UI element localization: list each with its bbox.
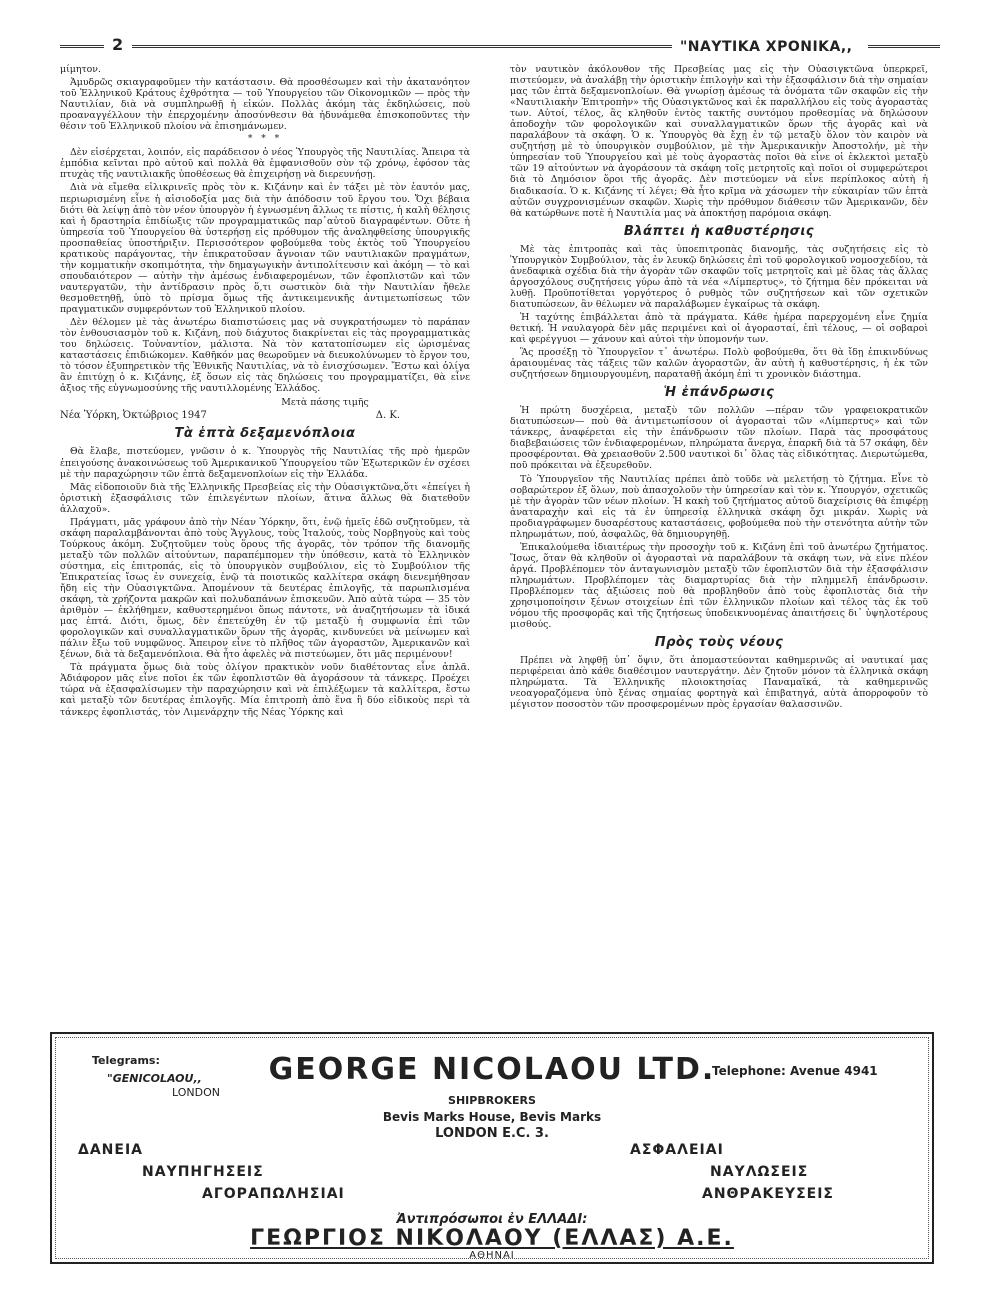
author-initials: Δ. Κ.: [375, 410, 400, 422]
article-heading: Τὰ ἑπτὰ δεξαμενόπλοια: [174, 426, 356, 442]
left-column: [60, 64, 470, 720]
section-heading: Βλάπτει ἡ καθυστέρησις: [623, 223, 815, 239]
paragraph: Δὲν εἰσέρχεται, λοιπόν, εἰς παράδεισον ὁ νέος Ὑπουργὸς τῆς Ναυτιλίας. Ἄπειρα τὰ ἐμπόδια κεῖνται πρὸ αὐτοῦ καὶ πολλὰ θὰ ἐμφανισθοῦν σὺν τῷ χρόνῳ, ἐφόσον τὰς πτυχὰς τῆς ναυτιλιακῆς ὑποθέσεως θὰ ἐπιχειρήσῃ νὰ διερευνήσῃ.: [60, 147, 470, 181]
telephone: Telephone: Avenue 4941: [712, 1064, 878, 1078]
paragraph: Διὰ νὰ εἴμεθα εἰλικρινεῖς πρὸς τὸν κ. Κιζάνην καὶ ἐν τάξει μὲ τὸν ἑαυτόν μας, περιωρισμένη εἶνε ἡ αἰσιοδοξία μας διὰ τὴν ἀπόδοσιν τοῦ ἔργου του. Ὄχι βέβαια διότι θὰ λείψῃ ἀπὸ τὸν νέον ὑπουργὸν ἡ ἐγνωσμένη ἄλλως τε πίστις, ἡ καλὴ θέλησις καὶ ἡ δραστηρία ἐπιδίωξις τῶν προγραμματικῶς παρ᾽αὐτοῦ διαγραφέντων. Οὔτε ἡ ὑπηρεσία τοῦ Ὑπουργείου θὰ ὑστερήσῃ εἰς πρόθυμον τῆς ἀναληφθείσης ὑπουργικῆς προσπαθείας ὑποστήριξιν. Περισσότερον φοβούμεθα τοὺς ἐκτὸς τοῦ Ὑπουργείου κρατικοὺς παράγοντας, τὴν ἐπικρατοῦσαν ἄγνοιαν τῶν ναυτιλιακῶν πραγμάτων, τὴν κομματικὴν σκοπιμότητα, τὴν δημαγωγικὴν ἀντιπολίτευσιν καὶ ἀκόμη — τὸ καὶ σπουδαιότερον — αὐτὴν τὴν ἀμέσως ἐνδιαφερομένων, τῶν ἐφοπλιστῶν καὶ τῶν ναυτεργατῶν, τὴν ἀντίδρασιν πρὸς ὅ,τι σωστικὸν διὰ τὴν Ναυτιλίαν ἤθελε θεσμοθετηθῇ, ὑπὸ τὸ πρίσμα ὅμως τῆς ἀντικειμενικῆς ἀντιμετωπίσεως τῶν πραγματικῶν συμφερόντων τοῦ Ἑλληνικοῦ πλοίου.: [60, 182, 470, 315]
paragraph: Πρέπει νὰ ληφθῇ ὑπ᾽ ὄψιν, ὅτι ἀπομαστεύονται καθημερινῶς αἱ ναυτικαί μας περιφέρειαι ἀπὸ κάθε διαθέσιμον ναυτεργάτην. Δὲν ζητοῦν μόνον τὰ ἑλληνικὰ σκάφη πληρώματα. Τὰ Ἑλληνικῆς πλοιοκτησίας Παναμαϊκά, τὰ καθημερινῶς νεοαγοραζόμενα ὑπὸ ξένας σημαίας φορτηγὰ καὶ ἐπιβατηγά, αὐτὰ ἀπορροφοῦν τὸ μέγιστον ποσοστὸν τῶν προσφερομένων πρὸς ἐργασίαν θαλασσινῶν.: [510, 655, 928, 711]
company-address: Bevis Marks House, Bevis Marks: [382, 1110, 602, 1124]
page-number: 2: [112, 35, 124, 54]
service-left: ΝΑΥΠΗΓΗΣΕΙΣ: [142, 1164, 264, 1180]
service-right: ΑΣΦΑΛΕΙΑΙ: [630, 1142, 724, 1158]
paragraph: Δὲν θέλομεν μὲ τὰς ἀνωτέρω διαπιστώσεις μας νὰ συγκρατήσωμεν τὸ παράπαν τὸν ἐνθουσιασμὸν τοῦ κ. Κιζάνη, ποὺ διάχυτος διακρίνεται εἰς τὰς προγραμματικὰς του δηλώσεις. Τοὐναντίον, μάλιστα. Νὰ τὸν κατατοπίσωμεν εἰς ὡρισμένας καταστάσεις ἐπιδιώκομεν. Καθῆκόν μας θεωροῦμεν νὰ διευκολύνωμεν τὸ ἔργον του, τὸ τόσον ἐξυπηρετικὸν τῆς Ἐθνικῆς Ναυτιλίας, νὰ τὸ ἐνισχύσωμεν. Ἔστω καὶ ὀλίγα ἂν ἐπιτύχῃ ὁ κ. Κιζάνης, ἐξ ὅσων εἰς τὰς δηλώσεις του προγραμματίζει, θὰ εἶνε ἀξιος τῆς εὐγνωμοσύνης τῆς ναυτιλλομένης Ἑλλάδος.: [60, 317, 470, 395]
letter-signature: [60, 410, 470, 421]
service-left: ΔΑΝΕΙΑ: [78, 1142, 143, 1158]
company-city: LONDON E.C. 3.: [435, 1126, 549, 1141]
letter-closing: Μετὰ πάσης τιμῆς: [281, 397, 369, 409]
paragraph: Μὲ τὰς ἐπιτροπὰς καὶ τὰς ὑποεπιτροπὰς διανομῆς, τὰς συζητήσεις εἰς τὸ Ὑπουργικὸν Συμβούλιον, τὰς ἐν λευκῷ δηλώσεις ἐπὶ τοῦ φορολογικοῦ νομοσχεδίου, τὰ ἀνεδαφικὰ σχέδια διὰ τὴν ἀγορὰν τῶν σκαφῶν τοῖς μετρητοῖς καὶ μὲ ὅλας τὰς ἄλλας ἀργοσχόλους συζητήσεις γύρω ἀπὸ τὰ νέα «Λίμπερτυς», τὸ ζήτημα δὲν πρόκειται νὰ λυθῇ. Προϋποτίθεται γοργότερος ὁ ρυθμὸς τῶν συζητήσεων καὶ τῶν σχετικῶν διατυπώσεων, ἂν θέλωμεν νὰ παραλάβωμεν ἐγκαίρως τὰ σκάφη.: [510, 243, 928, 310]
paragraph: Ἐπικαλούμεθα ἰδιαιτέρως τὴν προσοχὴν τοῦ κ. Κιζάνη ἐπὶ τοῦ ἀνωτέρω ζητήματος. Ἴσως, ὅταν θὰ κληθοῦν οἱ ἀγορασταὶ νὰ παραλάβουν τὰ σκάφη των, νὰ εἶνε πλέον ἀργά. Προβλέπομεν τὸν ἀνταγωνισμὸν μεταξὺ τῶν ἐφοπλιστῶν διὰ τὴν ἐξασφάλισιν πληρωμάτων. Προβλέπομεν τὰς διαμαρτυρίας διὰ τὴν πλημμελῆ ἐπάνδρωσιν. Προβλέπομεν τὰς ἀξιώσεις ποὺ θὰ προβληθοῦν ἀπὸ τοὺς ἐφοπλιστὰς διὰ τὴν χρησιμοποίησιν ξένων στοιχείων ἐπὶ τῶν ἑλληνικῶν πλοίων καὶ τέλος τὰς ἐκ τοῦ νόμου τῆς προσφορᾶς καὶ τῆς ζητήσεως ὑποδεικνυομένας ἀπαιτήσεις δι᾽ ὑψηλοτέρους μισθούς.: [510, 541, 928, 631]
section-divider: * * *: [247, 134, 283, 145]
right-column: [510, 64, 928, 712]
header-rule-left: [60, 45, 104, 48]
telegrams-label: Telegrams:: [92, 1054, 160, 1067]
service-left: ΑΓΟΡΑΠΩΛΗΣΙΑΙ: [202, 1186, 345, 1202]
greek-company-name: ΓΕΩΡΓΙΟΣ ΝΙΚΟΛΑΟΥ (ΕΛΛΑΣ) Α.Ε.: [250, 1226, 734, 1251]
telegrams-code: "GENICOLAOU,,: [107, 1072, 202, 1085]
paragraph: Θὰ ἔλαβε, πιστεύομεν, γνῶσιν ὁ κ. Ὑπουργὸς τῆς Ναυτιλίας τῆς πρὸ ἡμερῶν ἐπειγούσης ἀνακοινώσεως τοῦ Ἀμερικανικοῦ Ὑπουργείου τῶν Ἐξωτερικῶν ἐν σχέσει μὲ τὴν παραχώρησιν τῶν ἑπτὰ δεξαμενοπλοίων εἰς τὴν Ἑλλάδα.: [60, 446, 470, 480]
section-heading: Ἡ ἐπάνδρωσις: [663, 385, 775, 401]
telegrams-city: LONDON: [172, 1086, 220, 1099]
paper-title: "ΝΑΥΤΙΚΑ ΧΡΟΝΙΚΑ,,: [680, 39, 853, 55]
representatives-label: Ἀντιπρόσωποι ἐν ΕΛΛΑΔΙ:: [396, 1212, 588, 1227]
paragraph: Μᾶς εἰδοποιοῦν διὰ τῆς Ἑλληνικῆς Πρεσβείας εἰς τὴν Οὐασιγκτῶνα,ὅτι «ἐπείγει ἡ ὁριστικὴ ἐξασφάλισις τῶν ἐπιλεγέντων πλοίων, ἅτινα ἄλλως θὰ διατεθοῦν ἀλλαχοῦ».: [60, 481, 470, 515]
paragraph: Ἡ ταχύτης ἐπιβάλλεται ἀπὸ τὰ πράγματα. Κάθε ἡμέρα παρερχομένη εἶνε ζημία θετική. Ἡ ναυλαγορὰ δὲν μᾶς περιμένει καὶ οἱ ἀγορασταί, ἐπὶ τέλους, — οἱ σοβαροὶ καὶ φερέγγυοι — χάνουν καὶ αὐτοὶ τὴν ὑπομονήν των.: [510, 311, 928, 346]
paragraph: Ἡ πρώτη δυσχέρεια, μεταξὺ τῶν πολλῶν —πέραν τῶν γραφειοκρατικῶν διατυπώσεων— ποὺ θὰ ἀντιμετωπίσουν οἱ ἀγορασταὶ τῶν «Λίμπερτυς» καὶ τῶν τάνκερς, ἀναφέρεται εἰς τὴν ἐπάνδρωσιν τῶν πλοίων. Παρὰ τὰς προσφάτους διαβεβαιώσεις τῶν ἐνδιαφερομένων, πληρώματα ἄνεργα, ἐπαρκῆ διὰ τὰ 57 σκάφη, δὲν προσφέρονται. Θὰ χρειασθοῦν 2.500 ναυτικοὶ δι᾽ ὅλας τὰς εἰδικότητας. Διερωτώμεθα, ποῦ πρόκειται νὰ ἐξευρεθοῦν.: [510, 405, 928, 472]
service-right: ΝΑΥΛΩΣΕΙΣ: [710, 1164, 809, 1180]
header-rule-right: [868, 45, 940, 48]
paragraph: Τὸ Ὑπουργεῖον τῆς Ναυτιλίας πρέπει ἀπὸ τοῦδε νὰ μελετήσῃ τὸ ζήτημα. Εἶνε τὸ σοβαρώτερον ἐξ ὅλων, ποὺ ἀπασχολοῦν τὴν ὑπηρεσίαν καὶ τὸν κ. Ὑπουργόν, σχετικῶς μὲ τὴν ἀγορὰν τῶν νέων πλοίων. Ἡ κακὴ τοῦ ζητήματος αὐτοῦ διαχείρισις θὰ ἐπιφέρῃ ἀναταραχὴν καὶ εἰς τὰ ἐν ὑπηρεσίᾳ ἑλληνικὰ σκάφη ὄχι μικράν. Χωρὶς νὰ προδιαγράφωμεν δυσαρέστους καταστάσεις, φοβούμεθα ποὺ τὴν στενότητα αὐτὴν τῶν πληρωμάτων, πού, ἀσφαλῶς, θὰ δημιουργηθῇ.: [510, 473, 928, 540]
place-date: Νέα Ὑόρκη, Ὀκτώβριος 1947: [60, 410, 207, 422]
paragraph: Πράγματι, μᾶς γράφουν ἀπὸ τὴν Νέαν Ὑόρκην, ὅτι, ἐνῷ ἡμεῖς ἐδῶ συζητοῦμεν, τὰ σκάφη παραλαμβάνονται ἀπὸ τοὺς Ἄγγλους, τοὺς Ἰταλούς, τοὺς Νορβηγοὺς καὶ τοὺς Τούρκους ἀκόμη. Συζητοῦμεν τοὺς ὅρους τῆς ἀγορᾶς, τὸν τρόπον τῆς διανομῆς μεταξὺ τῶν πολλῶν αἰτούντων, παραπέμπομεν τὴν ὑπόθεσιν, κατὰ τὸ Ἑλληνικὸν σύστημα, εἰς ἐπιτροπάς, εἰς τὸ ὑπουργικὸν συμβούλιον, εἰς τὸ Συμβούλιον τῆς Ἐπικρατείας ἴσως ἐν συνεχείᾳ, ἐνῷ τὰ ποιοτικῶς καλλίτερα σκάφη διενεμήθησαν ἤδη εἰς τὴν Οὐασιγκτῶνα. Ἀπομένουν τὰ δευτέρας ἐπιλογῆς, τὰ παρωπλισμένα σκάφη, τὰ χρήζοντα μακρῶν καὶ πολυδαπάνων ἐπισκευῶν. Ἀπὸ αὐτὰ τώρα — 35 τὸν ἀριθμὸν — ἐκλήθημεν, καθυστερημένοι ὅπως πάντοτε, νὰ ἀναζητήσωμεν τὰ ἰδικά μας ἑπτά. Διότι, ὅμως, δὲν ἐπετεύχθη ἐν τῷ μεταξὺ ἡ συμφωνία ἐπὶ τῶν φορολογικῶν καὶ συναλλαγματικῶν ὅρων τῆς ἀγορᾶς, κινδυνεύει νὰ μείνωμεν καὶ πάλιν ἔξω τοῦ νυμφῶνος. Ἄπειρον εἶνε τὸ πλῆθος τῶν ἀγοραστῶν, Ἀμερικανῶν καὶ ξένων, διὰ τὰ δεξαμενόπλοια. Θὰ ἦτο ἀφελὲς νὰ πιστεύωμεν, ὅτι μᾶς περιμένουν!: [60, 516, 470, 661]
greek-company-city: ΑΘΗΝΑΙ: [469, 1250, 515, 1261]
company-type: SHIPBROKERS: [448, 1094, 536, 1107]
company-name: GEORGE NICOLAOU LTD.: [268, 1052, 716, 1087]
paragraph: τὸν ναυτικὸν ἀκόλουθον τῆς Πρεσβείας μας εἰς τὴν Οὐασιγκτῶνα ὑπερκρεῖ, πιστεύομεν, νὰ ἀναλάβῃ τὴν ὁριστικὴν ἐπιλογὴν καὶ τὴν ἐξασφάλισιν διὰ τὴν σημαίαν μας τῶν ἑπτὰ δεξαμενοπλοίων. Θὰ γνωρίσῃ ἀμέσως τὰ ὀνόματα τῶν σκαφῶν εἰς τὴν «Ναυτιλιακὴν Ἐπιτροπὴν» τῆς Οὐασιγκτῶνος καὶ ἐκ παραλλήλου εἰς τοὺς ἀγοραστὰς των. Αὐτοί, τέλος, ἂς κληθοῦν ἐντὸς τακτῆς συντόμου προθεσμίας νὰ δηλώσουν ἀποδοχὴν τῶν φορολογικῶν καὶ συναλλαγματικῶν ὅρων τῆς ἀγορᾶς καὶ νὰ παραλάβουν τὰ σκάφη. Ὁ κ. Ὑπουργὸς θὰ ἔχῃ ἐν τῷ μεταξὺ ὅλον τὸν καιρὸν νὰ συζητήσῃ μὲ τὸ ὑπουργικὸν συμβούλιον, μὲ τὴν Ἀμερικανικὴν Ἀποστολήν, μὲ τὴν ὑπηρεσίαν τοῦ Ὑπουργείου καὶ μὲ τοὺς ἀγοραστὰς ποῖοι θὰ εἶνε οἱ ἐκλεκτοὶ μεταξὺ τῶν 19 αἰτούντων νὰ ἀγοράσουν τὰ σκάφη τοῖς μετρητοῖς καὶ ποῖοι οἱ συμφερώτεροι διὰ τὸ Δημόσιον ὅροι τῆς ἀγορᾶς. Δὲν πιστεύομεν νὰ εἶνε περίπλοκος αὐτὴ ἡ διαδικασία. Ὁ κ. Κιζάνης τί λέγει; Θὰ ἦτο κρῖμα νὰ χάσωμεν τὴν εὐκαιρίαν τῶν ἑπτὰ αὐτῶν συγχρονισμένων σκαφῶν. Χωρὶς τὴν πρόθυμον διάθεσιν τῶν Ἀμερικανῶν, δὲν θὰ κατώρθωνε ποτὲ ἡ Ναυτιλία μας νὰ ἀποκτήσῃ παρόμοια σκάφη.: [510, 64, 928, 219]
page-header: [60, 35, 940, 61]
header-rule-middle: [132, 45, 672, 48]
paragraph: Ἀμυδρῶς σκιαγραφοῦμεν τὴν κατάστασιν. Θὰ προσθέσωμεν καὶ τὴν ἀκατανόητον τοῦ Ἑλληνικοῦ Κράτους ἐχθρότητα — τοῦ Ὑπουργείου τῶν Οἰκονομικῶν — πρὸς τὴν Ναυτιλίαν, διὰ νὰ συμπληρωθῇ ἡ εἰκών. Πολλὰς ἀκόμη τὰς ἐκδηλώσεις, ποὺ προαναγγέλλουν τὴν ἐπερχομένην ἀποσύνθεσιν θὰ ἠδυνάμεθα ἐπισκοποῦντες τὴν θέσιν τοῦ Ἑλληνικοῦ πλοίου νὰ ἐπισημάνωμεν.: [60, 77, 470, 133]
paragraph: μίμητον.: [60, 64, 101, 75]
service-right: ΑΝΘΡΑΚΕΥΣΕΙΣ: [702, 1186, 834, 1202]
section-heading: Πρὸς τοὺς νέους: [654, 635, 784, 651]
paragraph: Τὰ πράγματα ὅμως διὰ τοὺς ὀλίγον πρακτικὸν νοῦν διαθέτοντας εἶνε ἁπλᾶ. Ἀδιάφορον μᾶς εἶνε ποῖοι ἐκ τῶν ἐφοπλιστῶν θὰ ἀγοράσουν τὰ τάνκερς. Προέχει τώρα νὰ ἐξασφαλίσωμεν τὴν παραχώρησιν καὶ νὰ ἐπιλέξωμεν τὰ καλλίτερα, ἔστω καὶ μεταξὺ τῶν δευτέρας ἐπιλογῆς. Μία ἐπιτροπὴ ἀπὸ ἕνα ἢ δύο εἰδικοὺς περὶ τὰ τάνκερς ἐφοπλιστάς, τὸν Λιμενάρχην τῆς Νέας Ὑόρκης καὶ: [60, 662, 470, 718]
advertisement-box: [50, 1032, 934, 1264]
paragraph: Ἂς προσέξῃ τὸ Ὑπουργεῖον τ᾽ ἀνωτέρω. Πολὺ φοβούμεθα, ὅτι θὰ ἴδῃ ἐπικινδύνως ἀραιουμένας τὰς τάξεις τῶν καλῶν ἀγοραστῶν, ἂν αὐτὴ ἡ καθυστέρησις, ἡ ἐκ τῶν συζητήσεων δημιουργουμένη, παραταθῇ ἀκόμη ἐπὶ τι χρονικὸν διάστημα.: [510, 347, 928, 381]
